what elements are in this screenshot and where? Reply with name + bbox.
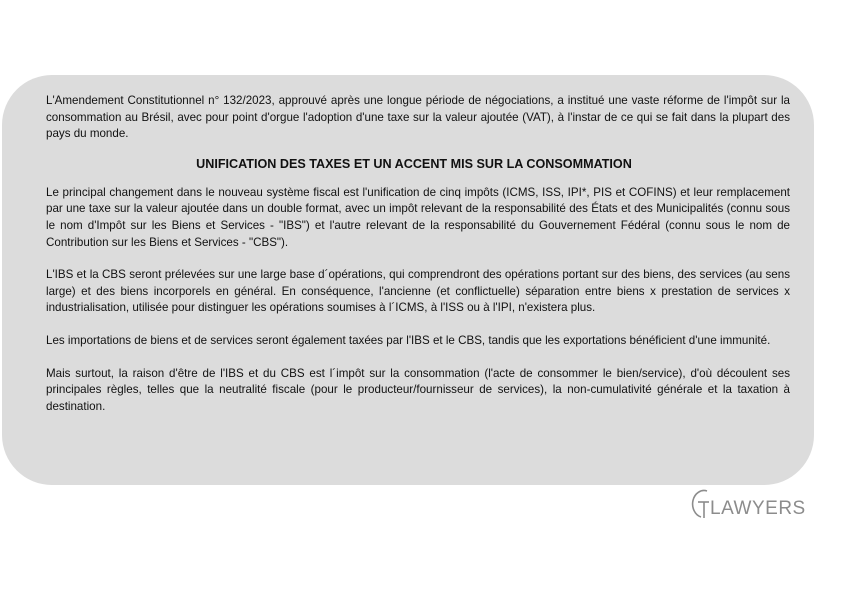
content-panel bbox=[2, 75, 814, 485]
body-paragraph-3: Les importations de biens et de services seront également taxées par l'IBS et le CBS, tandis que les exportations bénéficient d'une immunité. bbox=[46, 333, 771, 347]
logo-text: LAWYERS bbox=[710, 498, 806, 519]
gt-lawyers-logo bbox=[689, 485, 819, 521]
body-paragraph-2: L'IBS et la CBS seront prélevées sur une large base d´opérations, qui comprendront des opérations portant sur des biens, des services (au sens large) et des biens incorporels en général. En conséquence, l'ancienne (et conflictuelle) séparation entre biens x prestation de services x industrialisation, utilisée pour distinguer les opérations soumises à l´ICMS, à l'ISS ou à l'IPI, n'existera plus. bbox=[46, 268, 790, 315]
body-paragraph-4: Mais surtout, la raison d'être de l'IBS et du CBS est l´impôt sur la consommation (l'acte de consommer le bien/service), d'où découlent ses principales règles, telles que la neutralité fiscale (pour le producteur/fournisseur de services), la non-cumulativité générale et la taxation à destination. bbox=[46, 366, 790, 413]
body-paragraph-1: Le principal changement dans le nouveau système fiscal est l'unification de cinq impôts (ICMS, ISS, IPI*, PIS et COFINS) et leur remplacement par une taxe sur la valeur ajoutée dans un double format, avec un impôt relevant de la responsabilité des États et des Municipalités (connu sous le nom d'Impôt sur les Biens et Services - "IBS") et l'autre relevant de la responsabilité du Gouvernement Fédéral (connu sous le nom de Contribution sur les Biens et Services - "CBS"). bbox=[46, 185, 790, 249]
intro-paragraph: L'Amendement Constitutionnel n° 132/2023, approuvé après une longue période de négociations, a institué une vaste réforme de l'impôt sur la consommation au Brésil, avec pour point d'orgue l'adoption d'une taxe sur la valeur ajoutée (VAT), à l'instar de ce qui se fait dans la plupart des pays du monde. bbox=[46, 94, 790, 141]
section-heading: UNIFICATION DES TAXES ET UN ACCENT MIS SUR LA CONSOMMATION bbox=[196, 156, 632, 171]
